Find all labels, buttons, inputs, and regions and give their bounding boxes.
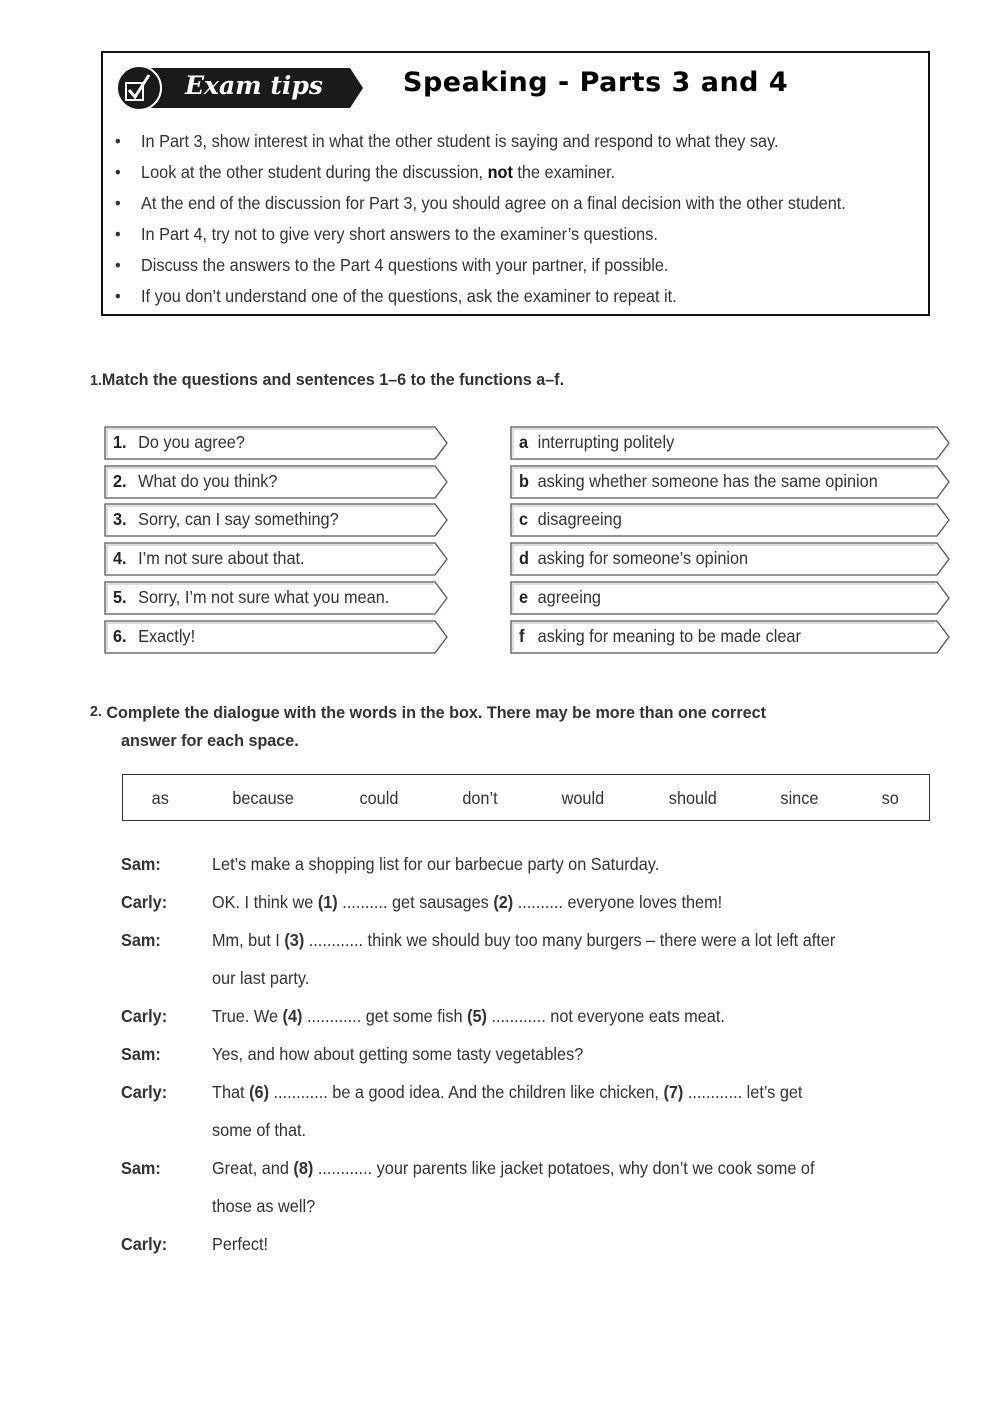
right-match-item[interactable] bbox=[510, 503, 951, 537]
dialogue-text: .......... get sausages bbox=[337, 892, 494, 912]
item-label: b bbox=[519, 470, 529, 491]
item-text: agreeing bbox=[537, 586, 601, 607]
tip-item bbox=[115, 286, 677, 307]
exercise-2-instruction-cont: answer for each space. bbox=[121, 731, 299, 750]
dialogue-text: Let’s make a shopping list for our barbecue party on Saturday. bbox=[212, 854, 660, 874]
tip-item bbox=[115, 255, 668, 276]
dialogue-line bbox=[212, 1082, 802, 1103]
speaker-name: Carly: bbox=[121, 1082, 168, 1102]
gap-number: (3) bbox=[284, 930, 305, 950]
dialogue-text: some of that. bbox=[212, 1120, 307, 1140]
item-label: 2. bbox=[113, 470, 127, 491]
bullet-icon: • bbox=[115, 224, 121, 244]
dialogue-line bbox=[212, 1234, 268, 1255]
left-match-item[interactable] bbox=[104, 581, 449, 615]
dialogue-text: Mm, but I bbox=[212, 930, 285, 950]
tip-text: the examiner. bbox=[512, 162, 616, 182]
left-match-item[interactable] bbox=[104, 426, 449, 460]
left-match-item[interactable] bbox=[104, 465, 449, 499]
item-label: 6. bbox=[113, 625, 127, 646]
bullet-icon: • bbox=[115, 255, 121, 275]
dialogue-line bbox=[212, 968, 309, 989]
word-option: as bbox=[151, 788, 169, 808]
exam-tips-badge bbox=[115, 65, 365, 111]
gap-number: (8) bbox=[293, 1158, 314, 1178]
dialogue-text: True. We bbox=[212, 1006, 283, 1026]
item-label: 4. bbox=[113, 548, 127, 569]
item-label: 1. bbox=[113, 432, 127, 452]
word-option: since bbox=[780, 788, 819, 808]
instruction-text: Complete the dialogue with the words in the box. There may be more than one correct bbox=[106, 703, 766, 722]
item-text: Do you agree? bbox=[138, 432, 245, 452]
exercise-1-instruction bbox=[90, 370, 564, 390]
item-text: Sorry, I’m not sure what you mean. bbox=[138, 586, 390, 607]
dialogue-text: That bbox=[212, 1082, 250, 1102]
dialogue-line bbox=[212, 1196, 315, 1217]
word-option: would bbox=[561, 788, 605, 808]
item-label: a bbox=[519, 432, 529, 452]
bullet-icon: • bbox=[115, 286, 121, 306]
item-text: I’m not sure about that. bbox=[138, 548, 305, 569]
left-match-item[interactable] bbox=[104, 620, 449, 654]
right-match-item[interactable] bbox=[510, 542, 951, 576]
dialogue-text: ............ not everyone eats meat. bbox=[486, 1006, 725, 1026]
left-match-item[interactable] bbox=[104, 503, 449, 537]
dialogue-text: our last party. bbox=[212, 968, 310, 988]
tip-text: At the end of the discussion for Part 3, you should agree on a final decision with the other student. bbox=[141, 193, 846, 213]
speaker-name: Carly: bbox=[121, 1234, 168, 1254]
dialogue-line bbox=[212, 930, 835, 951]
tip-text: Discuss the answers to the Part 4 questions with your partner, if possible. bbox=[141, 255, 669, 275]
gap-number: (5) bbox=[467, 1006, 487, 1026]
tip-item bbox=[115, 224, 658, 245]
tip-emphasis: not bbox=[487, 162, 513, 182]
speaker-name: Sam: bbox=[121, 930, 161, 950]
right-match-item[interactable] bbox=[510, 620, 951, 654]
dialogue-text: .......... everyone loves them! bbox=[513, 892, 723, 912]
dialogue-text: those as well? bbox=[212, 1196, 316, 1216]
dialogue-text: ............ let’s get bbox=[683, 1082, 803, 1102]
dialogue-text: Great, and bbox=[212, 1158, 294, 1178]
tip-text: In Part 3, show interest in what the other student is saying and respond to what they say. bbox=[141, 131, 779, 151]
right-match-item[interactable] bbox=[510, 465, 951, 499]
dialogue-line bbox=[212, 854, 659, 875]
dialogue-text: ............ your parents like jacket potatoes, why don’t we cook some of bbox=[313, 1158, 815, 1178]
dialogue-text: ............ get some fish bbox=[302, 1006, 468, 1026]
dialogue-text: Yes, and how about getting some tasty vegetables? bbox=[212, 1044, 584, 1064]
exercise-2-instruction bbox=[90, 703, 766, 723]
dialogue-text: OK. I think we bbox=[212, 892, 318, 912]
bullet-icon: • bbox=[115, 162, 121, 182]
item-label: d bbox=[519, 548, 529, 569]
badge-label: Exam tips bbox=[185, 71, 323, 100]
gap-number: (4) bbox=[282, 1006, 303, 1026]
speaker-name: Sam: bbox=[121, 1158, 161, 1178]
item-text: interrupting politely bbox=[537, 432, 675, 452]
gap-number: (6) bbox=[249, 1082, 269, 1102]
tip-item bbox=[115, 131, 779, 152]
exam-tips-box bbox=[101, 51, 930, 316]
gap-number: (1) bbox=[317, 892, 338, 912]
item-text: Exactly! bbox=[138, 625, 196, 646]
item-label: 3. bbox=[113, 509, 127, 530]
tip-text: If you don’t understand one of the questions, ask the examiner to repeat it. bbox=[141, 286, 677, 306]
item-text: asking whether someone has the same opinion bbox=[537, 470, 878, 491]
tip-text: In Part 4, try not to give very short answers to the examiner’s questions. bbox=[141, 224, 658, 244]
item-label: 5. bbox=[113, 586, 127, 607]
dialogue-text: Perfect! bbox=[212, 1234, 269, 1254]
gap-number: (7) bbox=[663, 1082, 684, 1102]
word-option: don’t bbox=[462, 788, 498, 808]
left-match-item[interactable] bbox=[104, 542, 449, 576]
tip-text: Look at the other student during the discussion, bbox=[141, 162, 488, 182]
item-text: disagreeing bbox=[537, 509, 622, 530]
item-text: asking for someone’s opinion bbox=[537, 548, 749, 569]
item-label: c bbox=[519, 509, 529, 530]
bullet-icon: • bbox=[115, 131, 121, 151]
exercise-number: 1. bbox=[90, 372, 102, 389]
word-option: could bbox=[359, 788, 399, 808]
dialogue-line bbox=[212, 1006, 725, 1027]
speaker-name: Carly: bbox=[121, 1006, 168, 1026]
dialogue-text: ............ think we should buy too many burgers – there were a lot left after bbox=[304, 930, 836, 950]
word-option: should bbox=[668, 788, 717, 808]
tip-item bbox=[115, 193, 846, 214]
tip-item bbox=[115, 162, 615, 183]
page-title: Speaking - Parts 3 and 4 bbox=[403, 67, 789, 98]
speaker-name: Sam: bbox=[121, 854, 161, 874]
bullet-icon: • bbox=[115, 193, 121, 213]
dialogue-line bbox=[212, 892, 722, 913]
exercise-number: 2. bbox=[90, 703, 102, 720]
speaker-name: Carly: bbox=[121, 892, 168, 912]
item-text: asking for meaning to be made clear bbox=[537, 625, 801, 646]
dialogue-line bbox=[212, 1120, 306, 1141]
gap-number: (2) bbox=[493, 892, 514, 912]
dialogue-line bbox=[212, 1158, 814, 1179]
instruction-text: Match the questions and sentences 1–6 to the functions a–f. bbox=[101, 370, 565, 389]
item-label: e bbox=[519, 586, 529, 607]
speaker-name: Sam: bbox=[121, 1044, 161, 1064]
dialogue-line bbox=[212, 1044, 583, 1065]
word-box bbox=[122, 774, 930, 821]
right-match-item[interactable] bbox=[510, 426, 951, 460]
right-match-item[interactable] bbox=[510, 581, 951, 615]
word-option: because bbox=[232, 788, 294, 808]
word-option: so bbox=[881, 788, 899, 808]
item-text: Sorry, can I say something? bbox=[138, 509, 339, 530]
dialogue-text: ............ be a good idea. And the children like chicken, bbox=[268, 1082, 664, 1102]
item-label: f bbox=[519, 625, 525, 646]
item-text: What do you think? bbox=[138, 470, 278, 491]
